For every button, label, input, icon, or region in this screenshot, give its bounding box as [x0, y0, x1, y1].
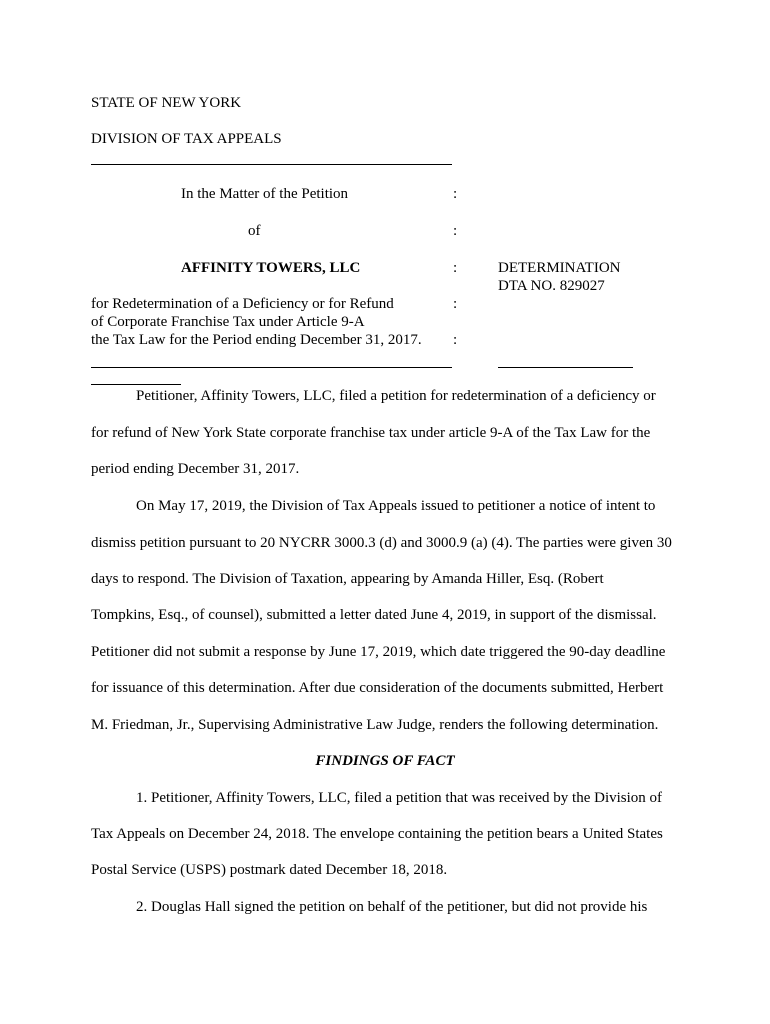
finding1-line-1: 1. Petitioner, Affinity Towers, LLC, filed a petition that was received by the Division of — [136, 790, 663, 806]
caption-purpose-line-1: for Redetermination of a Deficiency or for Refund — [91, 296, 394, 312]
caption-colon: : — [453, 223, 458, 239]
para2-line-1: On May 17, 2019, the Division of Tax Appeals issued to petitioner a notice of intent to — [136, 498, 656, 514]
finding2-line-1: 2. Douglas Hall signed the petition on behalf of the petitioner, but did not provide his — [136, 899, 648, 915]
caption-colon: : — [453, 260, 458, 276]
caption-purpose-line-2: of Corporate Franchise Tax under Article 9-A — [91, 314, 365, 330]
caption-colon: : — [453, 186, 458, 202]
finding1-line-3: Postal Service (USPS) postmark dated December 18, 2018. — [91, 862, 448, 878]
header-rule — [91, 164, 452, 165]
dta-number: DTA NO. 829027 — [498, 278, 605, 294]
para1-line-3: period ending December 31, 2017. — [91, 461, 300, 477]
determination-rule — [498, 367, 633, 368]
caption-petitioner: AFFINITY TOWERS, LLC — [181, 260, 361, 276]
caption-purpose-line-3: the Tax Law for the Period ending December 31, 2017. — [91, 332, 422, 348]
caption-of: of — [248, 223, 261, 239]
caption-colon: : — [453, 332, 458, 348]
caption-matter: In the Matter of the Petition — [181, 186, 349, 202]
para2-line-4: Tompkins, Esq., of counsel), submitted a letter dated June 4, 2019, in support of the dismissal. — [91, 607, 657, 623]
para2-line-2: dismiss petition pursuant to 20 NYCRR 3000.3 (d) and 3000.9 (a) (4). The parties were given 30 — [91, 535, 672, 551]
findings-heading: FINDINGS OF FACT — [315, 753, 455, 769]
para2-line-7: M. Friedman, Jr., Supervising Administrative Law Judge, renders the following determination. — [91, 717, 659, 733]
para1-line-1: Petitioner, Affinity Towers, LLC, filed a petition for redetermination of a deficiency or — [136, 388, 656, 404]
finding1-line-2: Tax Appeals on December 24, 2018. The envelope containing the petition bears a United States — [91, 826, 663, 842]
determination-label: DETERMINATION — [498, 260, 621, 276]
para1-line-2: for refund of New York State corporate franchise tax under article 9-A of the Tax Law for the — [91, 425, 651, 441]
para2-line-6: for issuance of this determination. After due consideration of the documents submitted, Herbert — [91, 680, 664, 696]
para2-line-5: Petitioner did not submit a response by June 17, 2019, which date triggered the 90-day deadline — [91, 644, 666, 660]
para2-line-3: days to respond. The Division of Taxation, appearing by Amanda Hiller, Esq. (Robert — [91, 571, 604, 587]
caption-short-rule — [91, 384, 181, 385]
caption-bottom-rule — [91, 367, 452, 368]
division-heading: DIVISION OF TAX APPEALS — [91, 131, 282, 147]
state-heading: STATE OF NEW YORK — [91, 95, 242, 111]
caption-colon: : — [453, 296, 458, 312]
